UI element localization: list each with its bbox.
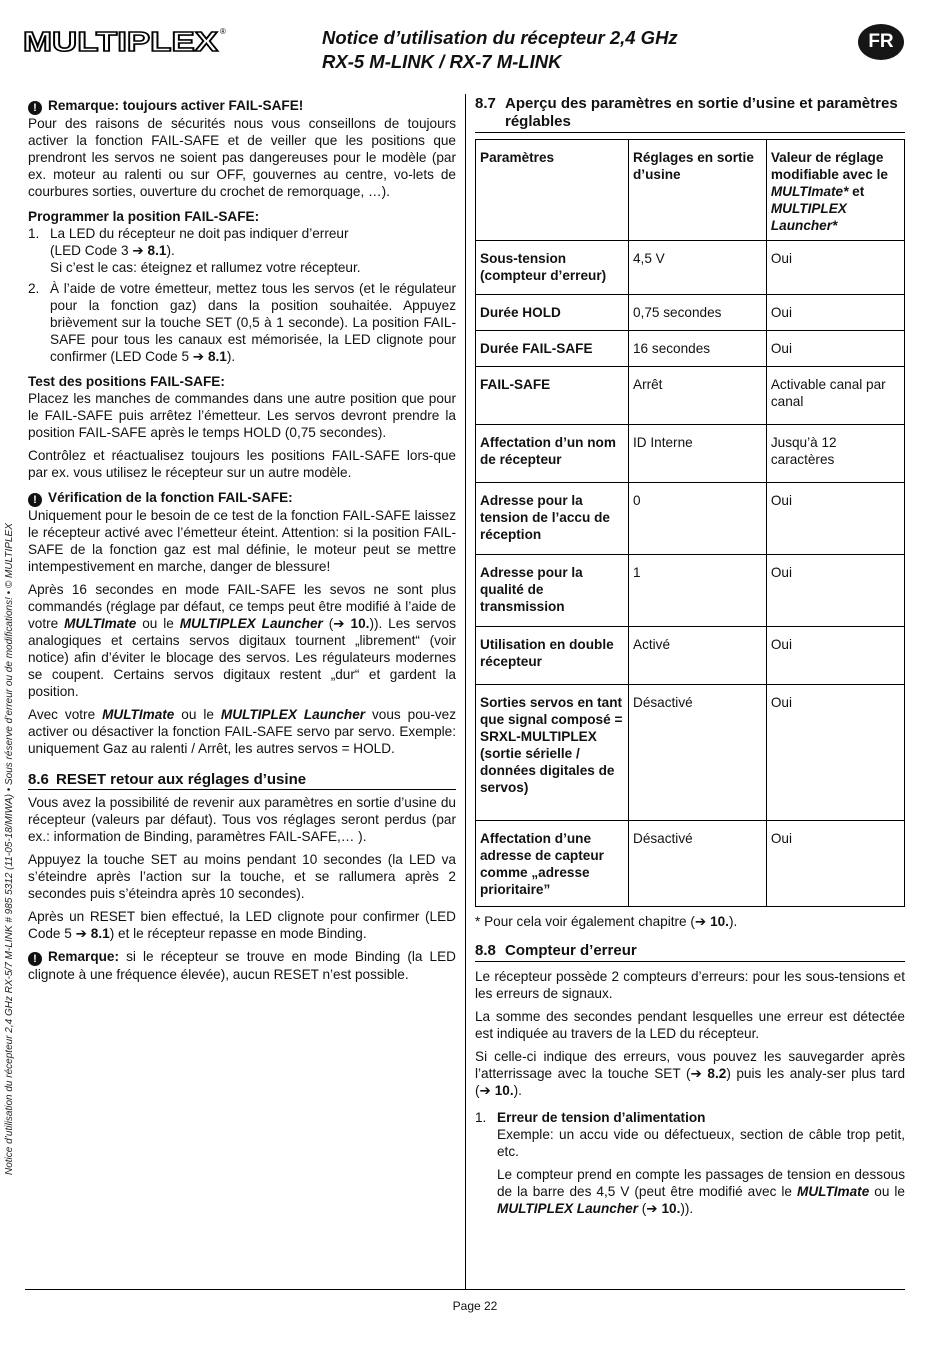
table-cell: ID Interne: [629, 425, 767, 483]
table-cell: Durée FAIL-SAFE: [476, 331, 629, 367]
table-cell: Arrêt: [629, 367, 767, 425]
table-cell: Désactivé: [629, 821, 767, 907]
table-cell: Oui: [766, 331, 904, 367]
table-cell: Durée HOLD: [476, 295, 629, 331]
arrow-right-icon: ➔: [646, 1201, 658, 1216]
remark-heading: ! Remarque: toujours activer FAIL-SAFE!: [28, 97, 456, 115]
table-row: [476, 685, 905, 821]
verification-text: Uniquement pour le besoin de ce test de la fonction FAIL-SAFE laissez le récepteur activé avec l’émetteur éteint. Attention: si la position FAIL-SAFE de la fonction gaz est mal définie, le moteur peut se mettre intempestivement en marche, danger de blessure!: [28, 508, 456, 574]
reset-text-1: Vous avez la possibilité de revenir aux paramètres en sortie d’usine du récepteur (valeurs par défaut). Tous vos réglages seront perdus (par ex.: information de Binding, paramètres FAIL-SAFE,… ).: [28, 795, 456, 844]
table-cell: Oui: [766, 555, 904, 627]
table-cell: Oui: [766, 627, 904, 685]
error-counter-text-2: La somme des secondes pendant lesquelles une erreur est détectée est indiquée au travers de la LED du récepteur.: [475, 1009, 905, 1041]
section-heading-8-8: 8.8 Compteur d’erreur: [475, 942, 905, 962]
table-cell: 4,5 V: [629, 241, 767, 295]
table-cell: Adresse pour la qualité de transmission: [476, 555, 629, 627]
list-item: 1. Erreur de tension d’alimentation Exemple: un accu vide ou défectueux, section de câble trop petit, etc. Le compteur prend en compte les passages de tension en dessous de la barre des 4,5 V (peut être modifié avec le MULTImate ou le MULTIPLEX Launcher (➔ 10.)).: [475, 1110, 905, 1216]
table-cell: FAIL-SAFE: [476, 367, 629, 425]
table-cell: Oui: [766, 241, 904, 295]
list-item: 1. La LED du récepteur ne doit pas indiquer d’erreur (LED Code 3 ➔ 8.1). Si c’est le cas: éteignez et rallumez votre récepteur.: [28, 226, 361, 275]
table-row: [476, 425, 905, 483]
footer-rule: [25, 1289, 905, 1290]
svg-text:®: ®: [220, 27, 226, 36]
table-row: [476, 331, 905, 367]
table-header-row: [476, 140, 905, 241]
arrow-right-icon: ➔: [690, 1066, 702, 1081]
list-item: 2. À l’aide de votre émetteur, mettez tous les servos (et le régulateur pour la fonction gaz) dans la position souhaitée. Appuyez brièvement sur la touche SET (0,5 à 1 seconde). La position FAIL-SAFE pour tous les canaux est mémorisée, la LED clignote pour confirmer (LED Code 5 ➔ 8.1).: [28, 281, 456, 364]
arrow-right-icon: ➔: [192, 349, 205, 364]
remark-2: ! Remarque: si le récepteur se trouve en mode Binding (la LED clignote à une fréquence élevée), aucun RESET n’est possible.: [28, 949, 456, 982]
avec-text: Avec votre MULTImate ou le MULTIPLEX Launcher vous pou-vez activer ou désactiver la fonction FAIL-SAFE servo par servo. Exemple: uniquement Gaz au ralenti / Arrêt, les autres servos = HOLD.: [28, 707, 457, 756]
language-badge: FR: [858, 24, 904, 60]
test-heading: Test des positions FAIL-SAFE:: [28, 374, 225, 389]
multiplex-logo: [23, 26, 228, 56]
program-heading: Programmer la position FAIL-SAFE:: [28, 209, 260, 224]
table-cell: Utilisation en double récepteur: [476, 627, 629, 685]
table-cell: 1: [629, 555, 767, 627]
header-title: Notice d’utilisation du récepteur 2,4 GHz RX-5 M-LINK / RX-7 M-LINK: [322, 27, 678, 72]
table-footnote: * Pour cela voir également chapitre (➔ 10.).: [475, 914, 738, 929]
arrow-right-icon: ➔: [132, 243, 144, 258]
table-cell: Jusqu’à 12 caractères: [766, 425, 904, 483]
sidebar-legal-text: Notice d’utilisation du récepteur 2,4 GHz RX-5/7 M-LINK # 985 5312 (11-05-18/MIWA) • Sous réserve d’erreur ou de modifications! • © MULTIPLEX: [4, 523, 15, 1175]
table-header-cell: Valeur de réglage modifiable avec le MULTImate* et MULTIPLEX Launcher*: [766, 140, 904, 241]
table-cell: 16 secondes: [629, 331, 767, 367]
table-cell: Activé: [629, 627, 767, 685]
table-cell: Oui: [766, 685, 904, 821]
table-row: [476, 367, 905, 425]
warning-icon: !: [28, 493, 42, 507]
table-row: [476, 627, 905, 685]
section-heading-8-6: 8.6 RESET retour aux réglages d’usine: [28, 771, 456, 790]
test-text-2: Contrôlez et réactualisez toujours les positions FAIL-SAFE lors-que par ex. vous utilisez le récepteur sur un autre modèle.: [28, 448, 456, 480]
table-cell: Oui: [766, 821, 904, 907]
table-cell: Oui: [766, 295, 904, 331]
verification-heading: ! Vérification de la fonction FAIL-SAFE:: [28, 489, 456, 507]
table-cell: Oui: [766, 483, 904, 555]
page-number: Page 22: [452, 1299, 498, 1313]
table-row: [476, 483, 905, 555]
table-row: [476, 295, 905, 331]
parameters-table: [475, 139, 905, 907]
table-cell: Affectation d’un nom de récepteur: [476, 425, 629, 483]
table-cell: Affectation d’une adresse de capteur comme „adresse prioritaire”: [476, 821, 629, 907]
table-cell: Activable canal par canal: [766, 367, 904, 425]
arrow-right-icon: ➔: [694, 914, 707, 929]
table-cell: 0: [629, 483, 767, 555]
table-cell: Adresse pour la tension de l’accu de réception: [476, 483, 629, 555]
arrow-right-icon: ➔: [479, 1083, 491, 1098]
table-row: [476, 821, 905, 907]
remark-text: Pour des raisons de sécurités nous vous conseillons de toujours activer la fonction FAIL-SAFE et de veiller que les positions que prendront les servos ne soient pas dangereuses pour le modèle (par ex. moteur au ralenti ou sur OFF, gouvernes au centre, vo-lets de courbures sorties, ouverture du crochet de remorquage, …).: [28, 116, 456, 199]
section-heading-8-7: 8.7 Aperçu des paramètres en sortie d’usine et paramètres réglables: [475, 95, 905, 133]
table-cell: Sous-tension (compteur d’erreur): [476, 241, 629, 295]
reset-text-3: Après un RESET bien effectué, la LED clignote pour confirmer (LED Code 5 ➔ 8.1) et le récepteur repasse en mode Binding.: [28, 909, 456, 941]
reset-text-2: Appuyez la touche SET au moins pendant 10 secondes (la LED va s’éteindre après l’action sur la touche, et se rallumera après 2 secondes puis s’éteindra après 10 secondes).: [28, 852, 456, 901]
table-cell: Désactivé: [629, 685, 767, 821]
table-cell: 0,75 secondes: [629, 295, 767, 331]
column-divider: [465, 94, 466, 1289]
arrow-right-icon: ➔: [75, 926, 88, 941]
table-header-cell: Réglages en sortie d’usine: [629, 140, 767, 241]
after-text: Après 16 secondes en mode FAIL-SAFE les sevos ne sont plus commandés (réglage par défaut, ce temps peut être modifié à l’aide de votre MULTImate ou le MULTIPLEX Launcher (➔ 10.)). Les servos analogiques et certains servos digitaux tournent „librement“ (voir notice) afin d’éviter le blocage des servos. Les régulateurs modernes se coupent. Certains servos digitaux restent „dur“ et gardent la position.: [28, 582, 456, 699]
table-header-cell: Paramètres: [476, 140, 629, 241]
multiplex-logo-text: MULTIPLEX: [23, 26, 219, 56]
table-cell: Sorties servos en tant que signal composé = SRXL-MULTIPLEX (sortie sérielle / données digitales de servos): [476, 685, 629, 821]
test-text: Placez les manches de commandes dans une autre position que pour le FAIL-SAFE puis arrêtez l’émetteur. Les servos devront prendre la position FAIL-SAFE après le temps HOLD (0,75 secondes).: [28, 391, 456, 440]
table-row: [476, 555, 905, 627]
warning-icon: !: [28, 101, 42, 115]
arrow-right-icon: ➔: [333, 616, 345, 631]
left-column: [28, 97, 456, 989]
error-counter-text-1: Le récepteur possède 2 compteurs d’erreurs: pour les sous-tensions et les erreurs de signaux.: [475, 969, 905, 1001]
warning-icon: !: [28, 952, 42, 966]
table-row: [476, 241, 905, 295]
error-counter-text-3: Si celle-ci indique des erreurs, vous pouvez les sauvegarder après l’atterrissage avec la touche SET (➔ 8.2) puis les analy-ser plus tard (➔ 10.).: [475, 1049, 906, 1098]
right-column: [475, 95, 905, 1223]
